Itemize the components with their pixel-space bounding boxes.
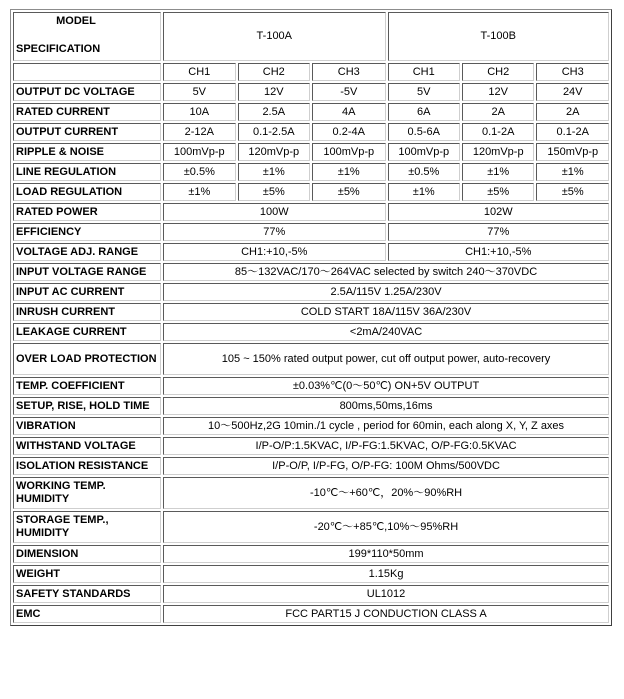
spec-table-body — [13, 12, 609, 623]
table-row — [13, 377, 609, 395]
value-cell: ±1% — [238, 163, 310, 181]
channel-header-row — [13, 63, 609, 81]
row-label: VOLTAGE ADJ. RANGE — [13, 243, 161, 261]
value-cell: ±1% — [388, 183, 460, 201]
spec-table — [10, 9, 612, 626]
value-cell: 100mVp-p — [163, 143, 235, 161]
value-cell: 199*110*50mm — [163, 545, 609, 563]
table-row — [13, 417, 609, 435]
value-cell: <2mA/240VAC — [163, 323, 609, 341]
value-cell: 1.15Kg — [163, 565, 609, 583]
value-cell: 2.5A/115V 1.25A/230V — [163, 283, 609, 301]
table-row — [13, 565, 609, 583]
value-cell: 77% — [388, 223, 609, 241]
value-cell: CH1:+10,-5% — [388, 243, 609, 261]
value-cell: 100mVp-p — [388, 143, 460, 161]
value-cell: 0.1-2A — [462, 123, 534, 141]
value-cell: 10A — [163, 103, 235, 121]
spec-table-container — [10, 9, 610, 626]
value-cell: 100W — [163, 203, 385, 221]
value-cell: ±1% — [536, 163, 609, 181]
channel-cell: CH3 — [312, 63, 386, 81]
row-label: RATED POWER — [13, 203, 161, 221]
table-row — [13, 263, 609, 281]
table-row — [13, 545, 609, 563]
table-row — [13, 477, 609, 509]
row-label: RATED CURRENT — [13, 103, 161, 121]
row-label: ISOLATION RESISTANCE — [13, 457, 161, 475]
value-cell: 102W — [388, 203, 609, 221]
value-cell: ±5% — [536, 183, 609, 201]
row-label: OVER LOAD PROTECTION — [13, 343, 161, 375]
channel-cell: CH2 — [462, 63, 534, 81]
specification-label: SPECIFICATION — [16, 43, 101, 55]
row-label: OUTPUT CURRENT — [13, 123, 161, 141]
table-header-row — [13, 12, 609, 61]
value-cell: ±5% — [238, 183, 310, 201]
value-cell: ±1% — [462, 163, 534, 181]
table-row — [13, 83, 609, 101]
table-row — [13, 323, 609, 341]
value-cell: -5V — [312, 83, 386, 101]
table-row — [13, 343, 609, 375]
model-name-cell: T-100B — [388, 12, 609, 61]
channel-cell: CH1 — [388, 63, 460, 81]
table-row — [13, 163, 609, 181]
table-row — [13, 243, 609, 261]
row-label: RIPPLE & NOISE — [13, 143, 161, 161]
value-cell: 0.1-2.5A — [238, 123, 310, 141]
value-cell: 12V — [238, 83, 310, 101]
table-row — [13, 437, 609, 455]
table-row — [13, 223, 609, 241]
value-cell: 2.5A — [238, 103, 310, 121]
row-label: INRUSH CURRENT — [13, 303, 161, 321]
table-row — [13, 457, 609, 475]
row-label: EFFICIENCY — [13, 223, 161, 241]
row-label: LOAD REGULATION — [13, 183, 161, 201]
value-cell: 120mVp-p — [462, 143, 534, 161]
row-label: WEIGHT — [13, 565, 161, 583]
value-cell: ±0.03%℃(0～50℃) ON+5V OUTPUT — [163, 377, 609, 395]
empty-cell — [13, 63, 161, 81]
channel-cell: CH3 — [536, 63, 609, 81]
value-cell: ±0.5% — [388, 163, 460, 181]
value-cell: 12V — [462, 83, 534, 101]
table-row — [13, 203, 609, 221]
value-cell: 2A — [536, 103, 609, 121]
channel-cell: CH2 — [238, 63, 310, 81]
value-cell: 6A — [388, 103, 460, 121]
value-cell: ±5% — [462, 183, 534, 201]
table-row — [13, 283, 609, 301]
value-cell: 0.1-2A — [536, 123, 609, 141]
row-label: VIBRATION — [13, 417, 161, 435]
value-cell: ±1% — [312, 163, 386, 181]
value-cell: 800ms,50ms,16ms — [163, 397, 609, 415]
value-cell: I/P-O/P, I/P-FG, O/P-FG: 100M Ohms/500VDC — [163, 457, 609, 475]
channel-cell: CH1 — [163, 63, 235, 81]
row-label: DIMENSION — [13, 545, 161, 563]
value-cell: 150mVp-p — [536, 143, 609, 161]
row-label: OUTPUT DC VOLTAGE — [13, 83, 161, 101]
table-row — [13, 123, 609, 141]
value-cell: 77% — [163, 223, 385, 241]
row-label: SETUP, RISE, HOLD TIME — [13, 397, 161, 415]
value-cell: 120mVp-p — [238, 143, 310, 161]
model-label: MODEL — [56, 15, 96, 27]
value-cell: 0.2-4A — [312, 123, 386, 141]
value-cell: UL1012 — [163, 585, 609, 603]
table-row — [13, 585, 609, 603]
value-cell: ±1% — [163, 183, 235, 201]
value-cell: 2-12A — [163, 123, 235, 141]
table-row — [13, 605, 609, 623]
value-cell: 24V — [536, 83, 609, 101]
table-row — [13, 303, 609, 321]
table-row — [13, 397, 609, 415]
value-cell: COLD START 18A/115V 36A/230V — [163, 303, 609, 321]
row-label: LINE REGULATION — [13, 163, 161, 181]
row-label: LEAKAGE CURRENT — [13, 323, 161, 341]
row-label: WITHSTAND VOLTAGE — [13, 437, 161, 455]
value-cell: 2A — [462, 103, 534, 121]
value-cell: ±0.5% — [163, 163, 235, 181]
value-cell: -20℃～+85℃,10%～95%RH — [163, 511, 609, 543]
value-cell: 0.5-6A — [388, 123, 460, 141]
value-cell: 10～500Hz,2G 10min./1 cycle , period for 60min, each along X, Y, Z axes — [163, 417, 609, 435]
model-spec-header-cell — [13, 12, 161, 61]
value-cell: 5V — [163, 83, 235, 101]
value-cell: 105 ~ 150% rated output power, cut off output power, auto-recovery — [163, 343, 609, 375]
value-cell: FCC PART15 J CONDUCTION CLASS A — [163, 605, 609, 623]
row-label: INPUT VOLTAGE RANGE — [13, 263, 161, 281]
table-row — [13, 183, 609, 201]
model-name-cell: T-100A — [163, 12, 385, 61]
value-cell: ±5% — [312, 183, 386, 201]
row-label: WORKING TEMP. HUMIDITY — [13, 477, 161, 509]
row-label: SAFETY STANDARDS — [13, 585, 161, 603]
table-row — [13, 511, 609, 543]
value-cell: 100mVp-p — [312, 143, 386, 161]
row-label: EMC — [13, 605, 161, 623]
value-cell: -10℃～+60℃，20%～90%RH — [163, 477, 609, 509]
table-row — [13, 103, 609, 121]
value-cell: CH1:+10,-5% — [163, 243, 385, 261]
table-row — [13, 143, 609, 161]
value-cell: 5V — [388, 83, 460, 101]
row-label: STORAGE TEMP., HUMIDITY — [13, 511, 161, 543]
value-cell: I/P-O/P:1.5KVAC, I/P-FG:1.5KVAC, O/P-FG:0.5KVAC — [163, 437, 609, 455]
row-label: TEMP. COEFFICIENT — [13, 377, 161, 395]
row-label: INPUT AC CURRENT — [13, 283, 161, 301]
value-cell: 4A — [312, 103, 386, 121]
value-cell: 85～132VAC/170～264VAC selected by switch 240～370VDC — [163, 263, 609, 281]
